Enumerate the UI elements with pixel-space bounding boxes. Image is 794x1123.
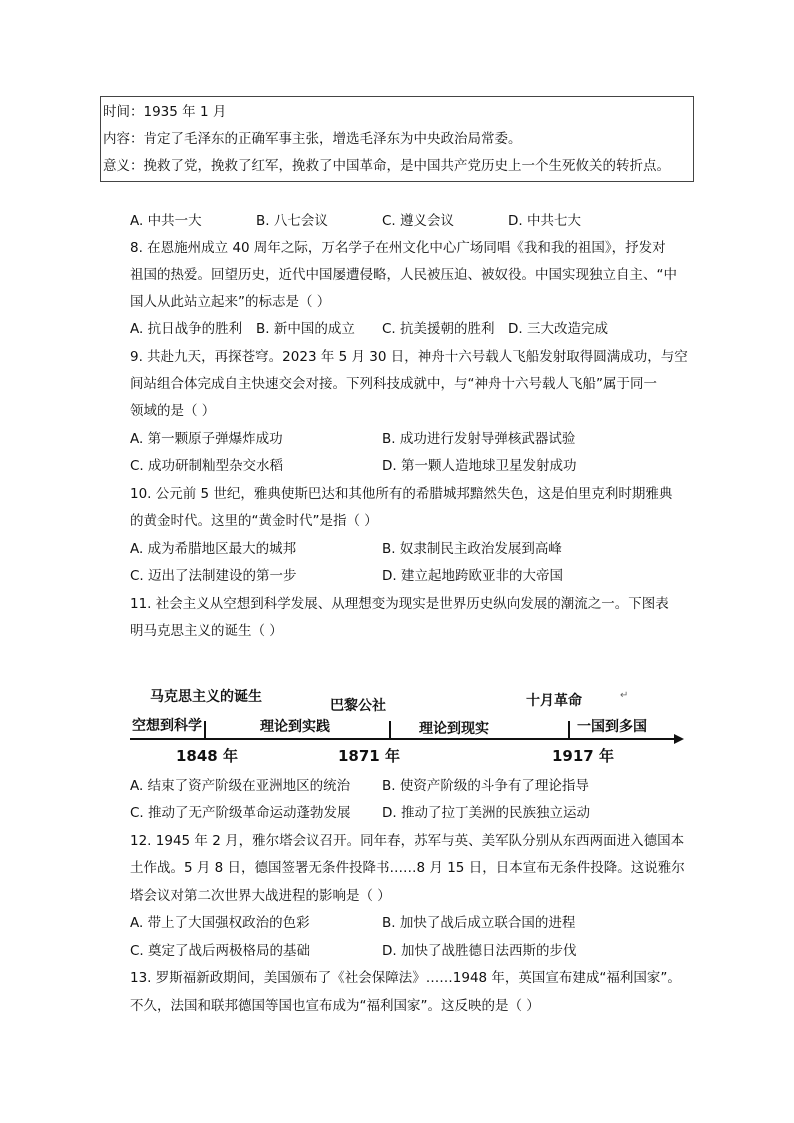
q10-option-c: C. 迈出了法制建设的第一步 bbox=[130, 568, 297, 584]
q12-stem-line1: 12. 1945 年 2 月，雅尔塔会议召开。同年春，苏军与英、美军队分别从东西两面进入德国本 bbox=[130, 833, 685, 849]
timeline-event-marxism: 马克思主义的诞生 bbox=[150, 689, 262, 705]
q8-stem-line2: 祖国的热爱。回望历史，近代中国屡遭侵略，人民被压迫、被奴役。中国实现独立自主、“中 bbox=[130, 267, 677, 283]
q9-stem-line1: 9. 共赴九天，再探苍穹。2023 年 5 月 30 日，神舟十六号载人飞船发射取得圆满成功，与空 bbox=[130, 349, 688, 365]
timeline-axis bbox=[130, 738, 676, 740]
timeline-event-paris-commune: 巴黎公社 bbox=[330, 698, 386, 714]
q8-option-a: A. 抗日战争的胜利 bbox=[130, 321, 243, 337]
q12-option-b: B. 加快了战后成立联合国的进程 bbox=[382, 915, 576, 931]
q12-option-c: C. 奠定了战后两极格局的基础 bbox=[130, 943, 311, 959]
timeline-phase-utopia-to-science: 空想到科学 bbox=[132, 718, 202, 734]
q13-stem-line2: 不久，法国和联邦德国等国也宣布成为“福利国家”。这反映的是（ ） bbox=[130, 998, 540, 1014]
q9-option-c: C. 成功研制籼型杂交水稻 bbox=[130, 458, 284, 474]
timeline-phase-theory-to-practice: 理论到实践 bbox=[260, 719, 330, 735]
q7-option-a: A. 中共一大 bbox=[130, 213, 202, 229]
q10-stem-line2: 的黄金时代。这里的“黄金时代”是指（ ） bbox=[130, 513, 378, 529]
q7-option-b: B. 八七会议 bbox=[256, 213, 328, 229]
q12-option-d: D. 加快了战胜德日法西斯的步伐 bbox=[382, 943, 577, 959]
q9-option-d: D. 第一颗人造地球卫星发射成功 bbox=[382, 458, 577, 474]
q9-stem-line3: 领域的是（ ） bbox=[130, 403, 216, 419]
q11-option-b: B. 使资产阶级的斗争有了理论指导 bbox=[382, 778, 589, 794]
q7-option-c: C. 遵义会议 bbox=[382, 213, 455, 229]
q12-stem-line3: 塔会议对第二次世界大战进程的影响是（ ） bbox=[130, 888, 391, 904]
return-mark-icon: ↵ bbox=[620, 690, 629, 701]
info-content: 内容：肯定了毛泽东的正确军事主张，增选毛泽东为中央政治局常委。 bbox=[103, 131, 522, 147]
q10-stem-line1: 10. 公元前 5 世纪，雅典使斯巴达和其他所有的希腊城邦黯然失色，这是伯里克利时期雅典 bbox=[130, 486, 673, 502]
timeline-phase-theory-to-reality: 理论到现实 bbox=[419, 721, 489, 737]
q11-stem-line2: 明马克思主义的诞生（ ） bbox=[130, 623, 283, 639]
timeline-tick-1848 bbox=[204, 721, 206, 739]
q8-stem-line1: 8. 在恩施州成立 40 周年之际，万名学子在州文化中心广场同唱《我和我的祖国》，抒发对 bbox=[130, 240, 666, 256]
timeline-event-october-revolution: 十月革命 bbox=[526, 693, 582, 709]
timeline-tick-1917 bbox=[568, 721, 570, 739]
q10-option-b: B. 奴隶制民主政治发展到高峰 bbox=[382, 541, 562, 557]
q12-option-a: A. 带上了大国强权政治的色彩 bbox=[130, 915, 310, 931]
timeline-phase-one-to-many: 一国到多国 bbox=[577, 719, 647, 735]
timeline-year-1871: 1871 年 bbox=[338, 747, 400, 765]
timeline-year-1848: 1848 年 bbox=[176, 747, 238, 765]
q11-option-a: A. 结束了资产阶级在亚洲地区的统治 bbox=[130, 778, 351, 794]
q7-option-d: D. 中共七大 bbox=[508, 213, 581, 229]
info-significance: 意义：挽救了党，挽救了红军，挽救了中国革命，是中国共产党历史上一个生死攸关的转折点。 bbox=[103, 158, 670, 174]
q10-option-d: D. 建立起地跨欧亚非的大帝国 bbox=[382, 568, 563, 584]
info-time: 时间：1935 年 1 月 bbox=[103, 104, 227, 120]
q10-option-a: A. 成为希腊地区最大的城邦 bbox=[130, 541, 297, 557]
history-timeline bbox=[130, 684, 690, 764]
q8-option-c: C. 抗美援朝的胜利 bbox=[382, 321, 495, 337]
q12-stem-line2: 土作战。5 月 8 日，德国签署无条件投降书……8 月 15 日，日本宣布无条件投降。这说雅尔 bbox=[130, 860, 685, 876]
q8-stem-line3: 国人从此站立起来”的标志是（ ） bbox=[130, 294, 331, 310]
timeline-year-1917: 1917 年 bbox=[552, 747, 614, 765]
q9-option-a: A. 第一颗原子弹爆炸成功 bbox=[130, 431, 283, 447]
q8-option-d: D. 三大改造完成 bbox=[508, 321, 608, 337]
q13-stem-line1: 13. 罗斯福新政期间，美国颁布了《社会保障法》……1948 年，英国宣布建成“福利国家”。 bbox=[130, 970, 681, 986]
q9-option-b: B. 成功进行发射导弹核武器试验 bbox=[382, 431, 576, 447]
q11-option-c: C. 推动了无产阶级革命运动蓬勃发展 bbox=[130, 805, 351, 821]
q11-option-d: D. 推动了拉丁美洲的民族独立运动 bbox=[382, 805, 590, 821]
q11-stem-line1: 11. 社会主义从空想到科学发展、从理想变为现实是世界历史纵向发展的潮流之一。下图表 bbox=[130, 596, 669, 612]
q9-stem-line2: 间站组合体完成自主快速交会对接。下列科技成就中，与“神舟十六号载人飞船”属于同一 bbox=[130, 376, 657, 392]
info-box bbox=[100, 96, 694, 182]
timeline-arrow-icon bbox=[674, 734, 684, 744]
timeline-tick-1871 bbox=[389, 721, 391, 739]
q8-option-b: B. 新中国的成立 bbox=[256, 321, 355, 337]
